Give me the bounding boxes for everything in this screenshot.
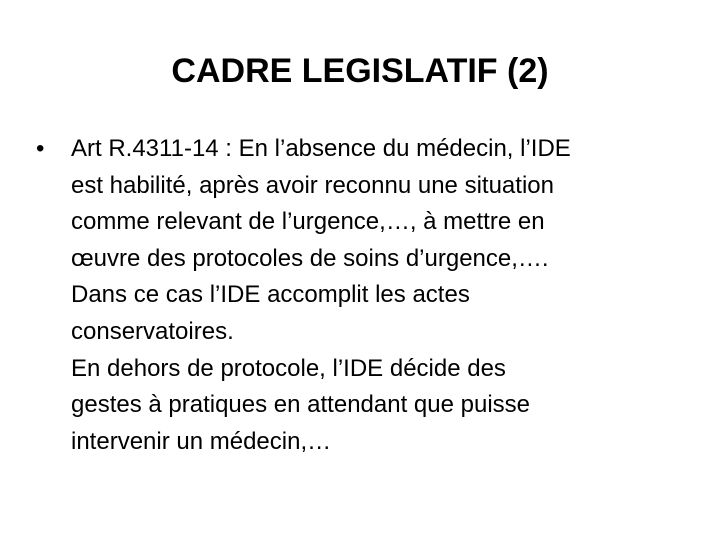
body-line-9: intervenir un médecin,… — [71, 427, 332, 455]
body-line-4: œuvre des protocoles de soins d’urgence,…. — [71, 244, 549, 272]
body-line-2: est habilité, après avoir reconnu une situation — [71, 171, 554, 199]
body-line-5: Dans ce cas l’IDE accomplit les actes — [71, 281, 470, 309]
bullet-item — [36, 131, 696, 460]
slide-title: CADRE LEGISLATIF (2) — [171, 52, 549, 90]
body-line-3: comme relevant de l’urgence,…, à mettre en — [71, 208, 545, 236]
body-line-6: conservatoires. — [71, 317, 234, 345]
body-line-8: gestes à pratiques en attendant que puisse — [71, 391, 530, 419]
bullet-list — [36, 131, 696, 460]
bullet-icon: • — [36, 135, 45, 162]
body-line-1: Art R.4311-14 : En l’absence du médecin, l’IDE — [71, 135, 571, 162]
body-line-7: En dehors de protocole, l’IDE décide des — [71, 354, 506, 382]
